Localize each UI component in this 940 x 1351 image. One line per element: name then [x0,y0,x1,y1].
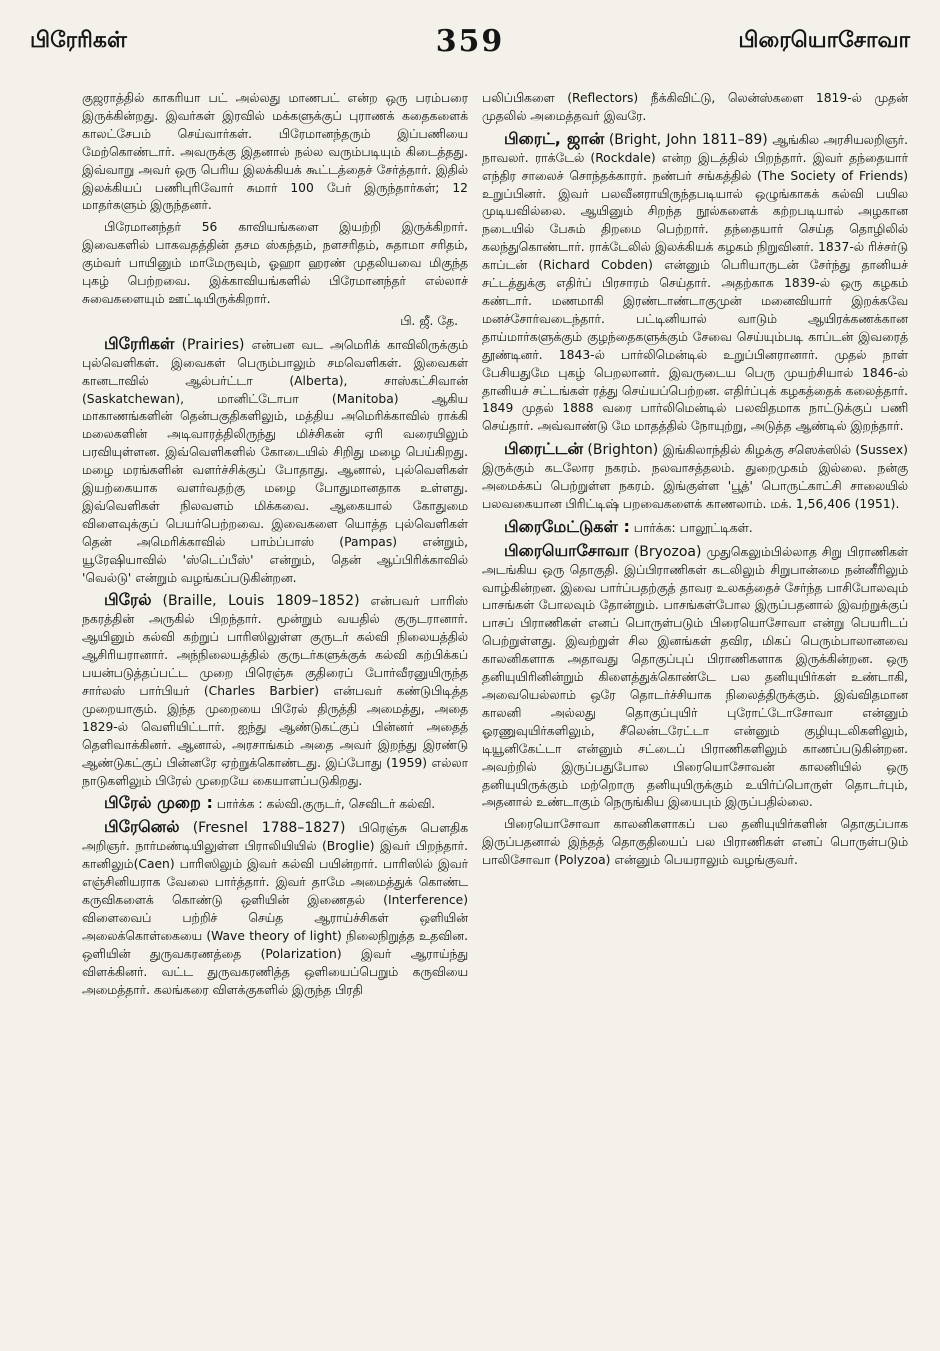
entry-term: பிரேனெல் [104,817,180,837]
entry-body: பார்க்க : கல்வி.குருடர், செவிடர் கல்வி. [212,797,436,812]
paragraph: பலிப்பிகளை (Reflectors) நீக்கிவிட்டு, லென்ஸ்களை 1819-ல் முதன் முதலில் அமைத்தவர் இவரே. [482,91,908,123]
entry-term-latin: (Fresnel 1788–1827) [192,820,346,837]
entry-body: பிரெஞ்சு பௌதிக அறிஞர். நார்மண்டியிலுள்ள பிராலியியில் (Broglie) இவர் பிறந்தார். கானிலும்(Caen) பாரிஸிலும் இவர் கல்வி பயின்றார். பாரிஸில் இவர் எஞ்சினியராக வேலை பார்த்தார். இவர் தாமே அமைத்துக் கொண்ட கருவிகளைக் கொண்டு ஒளியின் இணைதல் (Interference) விளைவைப் பற்றிச் செய்த ஆராய்ச்சிகள் ஒளியின் அலைக்கொள்கையை (Wave theory of light) நிலைநிறுத்த உதவின. ஒளியின் துருவகரணத்தை (Polarization) இவர் ஆராய்ந்து விளக்கினர். வட்ட துருவகரணித்த ஒளியைப்பெறும் கருவியை அமைத்தார். கலங்கரை விளக்குகளில் இருந்த பிரதி [82,821,468,997]
entry-term: பிரேல் [104,590,152,610]
entry-body: இங்கிலாந்தில் கிழக்கு சஸெக்ஸில் (Sussex) இருக்கும் கடலோர நகரம். நலவாசத்தலம். துறைமுகம் இல்லை. நன்கு அமைக்கப் பெற்றுள்ள நகரம். இங்குள்ள 'பூத்' பொருட்காட்சி சாலையில் பலவகையான பிரிட்டிஷ் பறவைகளைக் காணலாம். மக். 1,56,406 (1951). [482,443,908,511]
entry-bright [482,130,908,436]
running-head-right: பிரையொசோவா [738,28,910,53]
paragraph: பிரையொசோவா காலனிகளாகப் பல தனியுயிர்களின் தொகுப்பாக இருப்பதனால் இந்தத் தொகுதியைப் பல பிராணிகள் எனப் பொருள்படும் பாலிசோவா (Polyzoa) என்னும் பெயராலும் வழங்குவர். [482,817,908,868]
page-header [0,0,940,80]
entry-term-latin: (Braille, Louis 1809–1852) [162,593,360,610]
page-number: 359 [435,24,505,59]
entry-braille-method [82,794,468,814]
right-column [482,90,908,1331]
entry-term: பிரையொசோவா [504,540,629,560]
entry-body: என்பன வட அமெரிக் காவிலிருக்கும் புல்வெளிகள். இவைகள் பெரும்பாலும் சமவெளிகள். இவைகள் கானடாவில் ஆல்பர்ட்டா (Alberta), சாஸ்கட்சிவான் (Saskatchewan), மானிட்டோபா (Manitoba) ஆகிய மாகாணங்களின் தென்பகுதிகளிலும், மத்திய அமெரிக்காவில் ராக்கி மலைகளின் அடிவாரத்திலிருந்து மிச்சிகன் ஏரி வரையிலும் பரவியுள்ளன. இவ்வெளிகளில் கோடையில் சிறிது மழை பெய்கிறது. மழை மரங்களின் வளர்ச்சிக்குப் போதாது. ஆனால், புல்வெளிகள் இயற்கையாக வளர்வதற்கு மழை போதுமானதாக உள்ளது. இவ்வெளிகள் நிலவளம் மிக்கவை. ஆகையால் கோதுமை விளைவுக்குப் பெயர்பெற்றவை. இவைகளை யொத்த புல்வெளிகள் தென் அமெரிக்காவில் பாம்ப்பாஸ் (Pampas) என்றும், யூரேஷியாவில் 'ஸ்டெப்பீஸ்' என்றும், தென் ஆப்பிரிக்காவில் 'வெல்டு' என்றும் வழங்கப்படுகின்றன. [82,337,468,585]
paragraph: பிரேமானந்தர் 56 காவியங்களை இயற்றி இருக்கிறார். இவைகளில் பாகவதத்தின் தசம ஸ்கந்தம், நளசரிதம், சுதாமா சரிதம், கும்வர் பாயினும் மாமேருவும், ஓஹா ஹரண் முதலியவை மிகுந்த புகழ் பெற்றவை. இக்காவியங்களில் பிரேமானந்தர் எல்லாச் சுவைகளையும் ஊட்டியிருக்கிறார். [82,220,468,306]
entry-term-latin: (Bryozoa) [633,543,702,560]
entry-prairies [82,335,468,588]
entry-braille [82,591,468,790]
entry-term-latin: (Bright, John 1811–89) [608,131,768,148]
entry-term: பிரேரிகள் [104,333,175,353]
author-signature: பி. ஜீ. தே. [400,313,458,328]
entry-body: பார்க்க: பாலூட்டிகள். [629,520,753,535]
paragraph: குஜராத்தில் காகரியா பட் அல்லது மாணபட் என்ற ஒரு பரம்பரை இருக்கின்றது. இவர்கள் இரவில் மக்களுக்குப் புராணக் கதைகளைக் காலட்சேபம் செய்வார்கள். பிரேமானந்தரும் இப்பணியை மேற்கொண்டார். அவருக்கு இதனால் நல்ல வரும்படியும் கிடைத்தது. இவ்வாறு அவர் ஒரு பெரிய இலக்கியக் கூட்டத்தைச் சேர்த்தார். இதில் இலக்கியப் பணிபுரிவோர் சுமார் 100 பேர் இருந்தார்கள்; 12 மாதர்களும் இருந்தனர். [82,91,468,213]
running-head-left: பிரேரிகள் [30,28,127,53]
entry-body: ஆங்கில அரசியலறிஞர். நாவலர். ராக்டேல் (Rockdale) என்ற இடத்தில் பிறந்தார். இவர் தந்தையார் எந்திர சாலைச் சொந்தக்காரர். நண்பர் சங்கத்தில் (The Society of Friends) உறுப்பினர். இவர் பலவீனராயிருந்தபடியால் ஒழுங்காகக் கல்வி பயில முடியவில்லை. ஆயினும் சிறந்த நூல்களைக் கற்றபடியால் அழகான நடையில் பேசும் திறமை பெற்றார். தந்தையார் செய்த தொழிலில் கலந்துகொண்டார். ராக்டேலில் இலக்கியக் கழகம் நிறுவினர். 1837-ல் ரிச்சர்டு காப்டன் (Richard Cobden) என்னும் பெரியாருடன் சேர்ந்து தானியச் சட்டத்துக்கு எதிர்ப் பிரசாரம் செய்தார். அதற்காக 1839-ல் ஒரு கழகம் கண்டார். மணமாகி இரண்டாண்டாகுமுன் மனைவியார் இறக்கவே மனச்சோர்வடைந்தார். பட்டினியால் வாடும் ஆயிரக்கணக்கான தாய்மார்களுக்கும் குழந்தைகளுக்கும் சேவை செய்யும்படி காப்டன் இவரைத் தூண்டினர். 1843-ல் பார்லிமென்டில் உறுப்பினரானார். முதல் நாள் பேசியதுமே புகழ் பெறலானர். இவருடைய பெரு முயற்சியால் 1846-ல் தானியச் சட்டங்கள் ரத்து செய்யப்பெற்றன. எதிர்ப்புக் கழகத்தைக் கலைத்தார். 1849 முதல் 1888 வரை பார்லிமென்டில் பலவிதமாக நாட்டுக்குப் பணி செய்தார். அவ்வாண்டு மே மாதத்தில் நோயுற்று, அடுத்த ஆண்டில் இறந்தார். [482,132,908,434]
entry-term-latin: (Prairies) [181,336,245,353]
entry-body: முதுகெலும்பில்லாத சிறு பிராணிகள் அடங்கிய ஒரு தொகுதி. இப்பிராணிகள் கடலிலும் சிறுபான்மை நன்னீரிலும் வாழ்கின்றன. இவை பார்ப்பதற்குத் தாவர உலகத்தைச் சேர்ந்த பாசிபோலவும் பாசங்கள் போலவும் தோன்றும். பாசங்கள்போல இருப்பதனால் இவற்றுக்குப் பாசப் பிராணிகள் எனப் பொருள்படும் பிரையொசோவா என்று பெயரிடப் பெற்றுள்ளது. இவற்றுள் சில இனங்கள் தவிர, மிகப் பெரும்பாலானவை காலனிகளாக அதாவது தொகுப்புப் பிராணிகளாக இருக்கின்றன. ஒரு தனியுயிரினின்றும் கிளைத்துக்கொண்டே பல தனியுயிர்கள் உண்டாகி, அவையெல்லாம் ஒரே தொடர்ச்சியாக நிலைத்திருக்கும். இவ்விதமான காலனி அல்லது தொகுப்புயிர் புரோட்டோசோவா என்னும் ஓரணுவுயிர்களிலும், சீலென்டரேட்டா என்னும் குழியுடலிகளிலும், டியூனிகேட்டா என்னும் சட்டைப் பிராணிகளிலும் காணப்படுகின்றன. அவற்றில் இருப்பதுபோல பிரையொசோவன் காலனியில் ஒரு தனியுயிருக்கும் மற்றொரு தனியுயிருக்கும் உயிர்ப்பொருள் தொடர்பும், அதனால் உண்டாகும் நெருங்கிய இயைபும் இருப்பதில்லை. [482,544,908,810]
entry-term: பிரேல் முறை : [104,793,213,813]
entry-fresnel [82,818,468,999]
entry-term: பிரைட், ஜான் [504,128,605,148]
entry-body: என்பவர் பாரிஸ் நகரத்தின் அருகில் பிறந்தார். மூன்றும் வயதில் குருடரானார். ஆயினும் கல்வி கற்றுப் பாரிஸிலுள்ள குருடர் கல்வி நிலையத்தில் ஆசிரியரானார். அந்நிலையத்தில் குருடர்களுக்குக் கல்வி கற்பிக்கப் பயன்படுத்தப்பட்ட முறை பிரெஞ்சு குதிரைப் போர்வீரனுயிருந்த சார்லஸ் பார்பியர் (Charles Barbier) என்பவர் கண்டுபிடித்த முறையாகும். இந்த முறையை பிரேல் திருத்தி அமைத்து, அதை 1829-ல் வெளியிட்டார். ஐந்து ஆண்டுகட்குப் பின்னர் அதைத் தெளிவாக்கினர். ஆனால், அரசாங்கம் அதை அவர் இறந்து இரண்டு ஆண்டுகட்குப் பின்னரே ஏற்றுக்கொண்டது. இப்போது (1959) எல்லா நாடுகளிலும் பிரேல் முறையே கையாளப்படுகிறது. [82,594,468,788]
entry-bryozoa [482,542,908,813]
entry-term: பிரைமேட்டுகள் : [504,516,630,536]
entry-primates [482,518,908,538]
entry-term: பிரைட்டன் [504,439,583,459]
entry-brighton [482,440,908,514]
left-column [82,90,468,1331]
entry-term-latin: (Brighton) [587,442,659,459]
